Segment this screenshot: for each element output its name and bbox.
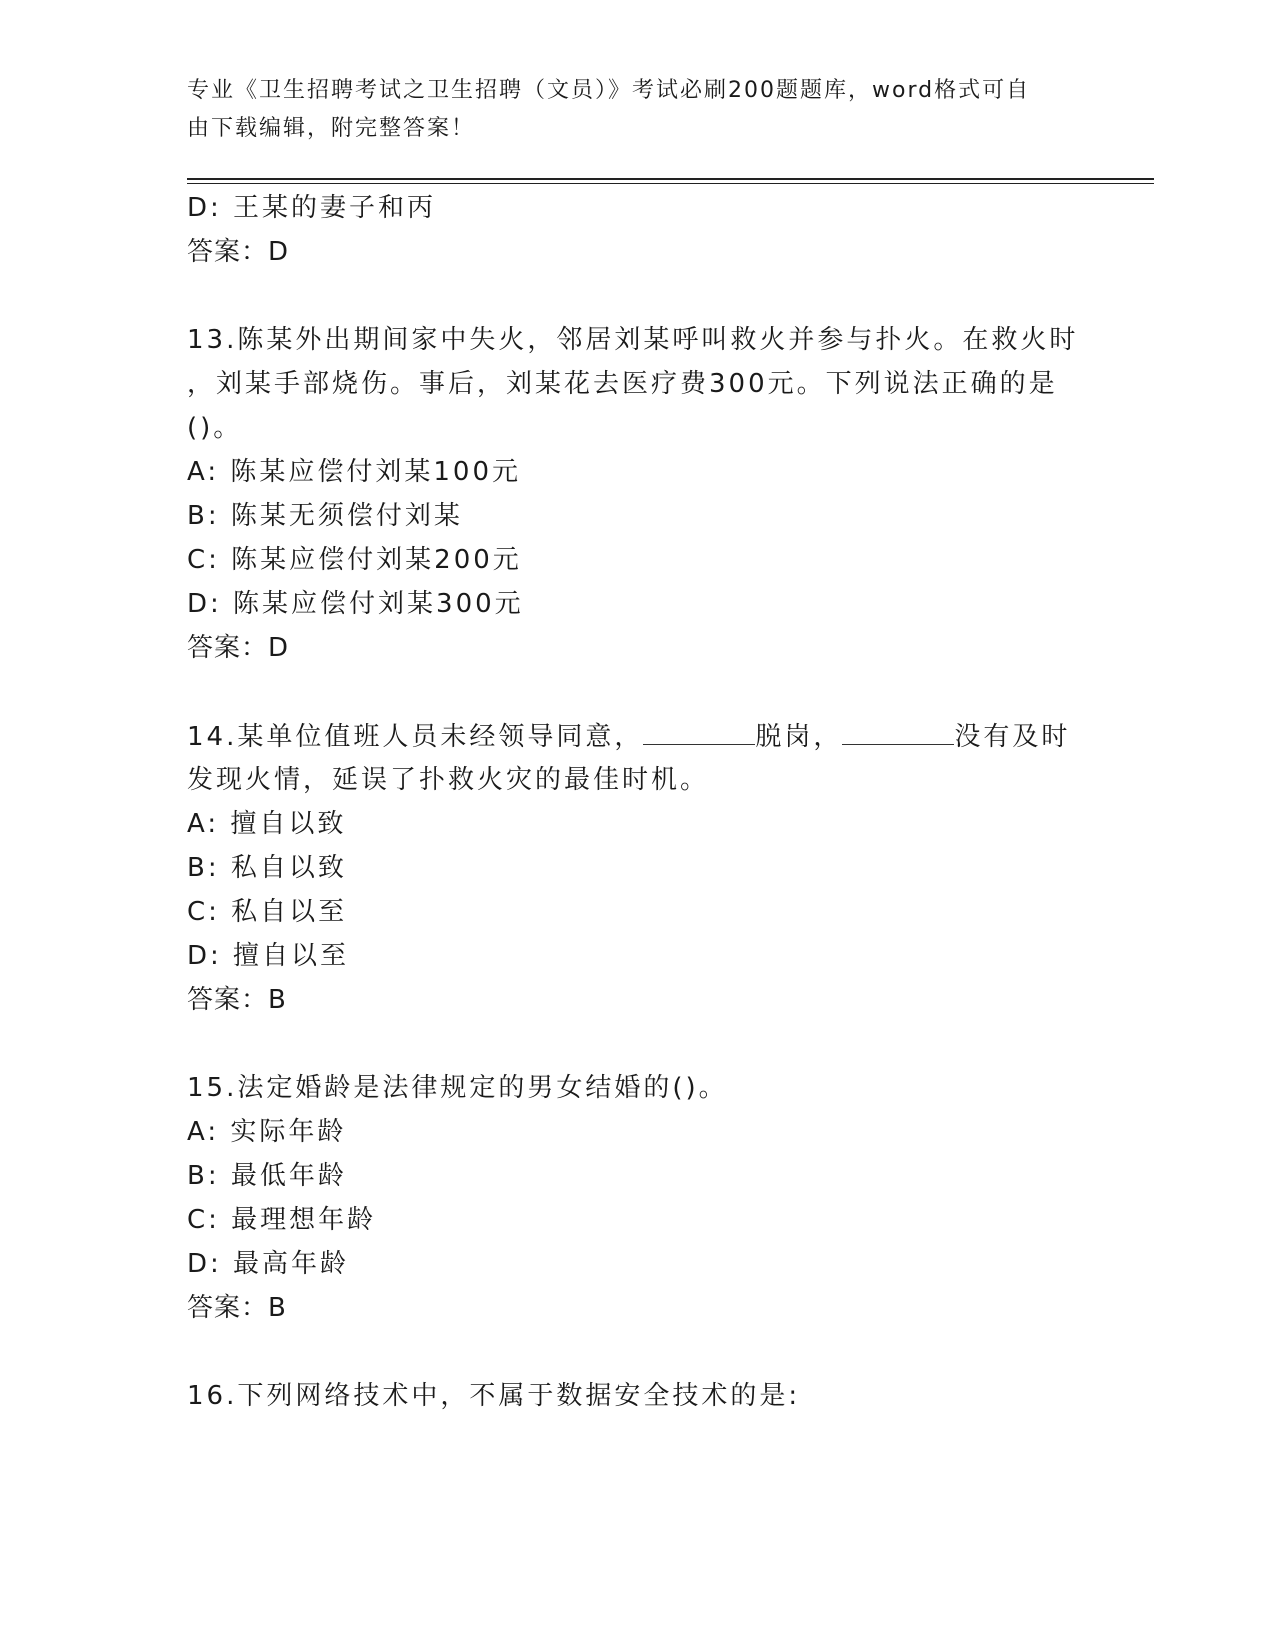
q13-option-c: C: 陈某应偿付刘某200元 xyxy=(187,545,522,575)
prev-question-answer: 答案：D xyxy=(187,237,290,267)
q14-stem-part-3: 没有及时 xyxy=(954,722,1071,752)
q14-stem-line-1 xyxy=(187,718,1070,755)
q14-option-a: A: 擅自以致 xyxy=(187,809,347,839)
q15-answer: 答案：B xyxy=(187,1293,287,1323)
q14-stem-part-1: 14.某单位值班人员未经领导同意， xyxy=(187,722,644,752)
q15-option-c: C: 最理想年龄 xyxy=(187,1205,377,1235)
header-divider-thick xyxy=(187,178,1154,180)
q13-stem-line-2: ，刘某手部烧伤。事后，刘某花去医疗费300元。下列说法正确的是 xyxy=(187,369,1058,399)
q16-stem-line-1: 16.下列网络技术中，不属于数据安全技术的是: xyxy=(187,1381,801,1411)
q14-option-c: C: 私自以至 xyxy=(187,897,348,927)
q13-option-d: D: 陈某应偿付刘某300元 xyxy=(187,589,524,619)
prev-question-option-d: D: 王某的妻子和丙 xyxy=(187,193,437,223)
q14-option-d: D: 擅自以至 xyxy=(187,941,350,971)
q14-stem-line-2: 发现火情，延误了扑救火灾的最佳时机。 xyxy=(187,765,710,795)
q14-stem-part-2: 脱岗， xyxy=(755,722,843,752)
q13-stem-line-3: ()。 xyxy=(187,413,243,443)
q15-stem-line-1: 15.法定婚龄是法律规定的男女结婚的()。 xyxy=(187,1073,728,1103)
q15-option-d: D: 最高年龄 xyxy=(187,1249,350,1279)
header-intro-line-2: 由下载编辑，附完整答案！ xyxy=(187,116,476,141)
q13-answer: 答案：D xyxy=(187,633,290,663)
q14-blank-1 xyxy=(643,718,755,745)
q14-blank-2 xyxy=(842,718,954,745)
q14-option-b: B: 私自以致 xyxy=(187,853,347,883)
q14-answer: 答案：B xyxy=(187,985,287,1015)
q15-option-a: A: 实际年龄 xyxy=(187,1117,347,1147)
q13-option-a: A: 陈某应偿付刘某100元 xyxy=(187,457,521,487)
header-intro-line-1: 专业《卫生招聘考试之卫生招聘（文员）》考试必刷200题题库，word格式可自 xyxy=(187,78,1031,103)
q13-option-b: B: 陈某无须偿付刘某 xyxy=(187,501,463,531)
header-divider-thin xyxy=(187,183,1154,184)
document-header xyxy=(187,72,1067,148)
q15-option-b: B: 最低年龄 xyxy=(187,1161,347,1191)
q13-stem-line-1: 13.陈某外出期间家中失火，邻居刘某呼叫救火并参与扑火。在救火时 xyxy=(187,325,1079,355)
